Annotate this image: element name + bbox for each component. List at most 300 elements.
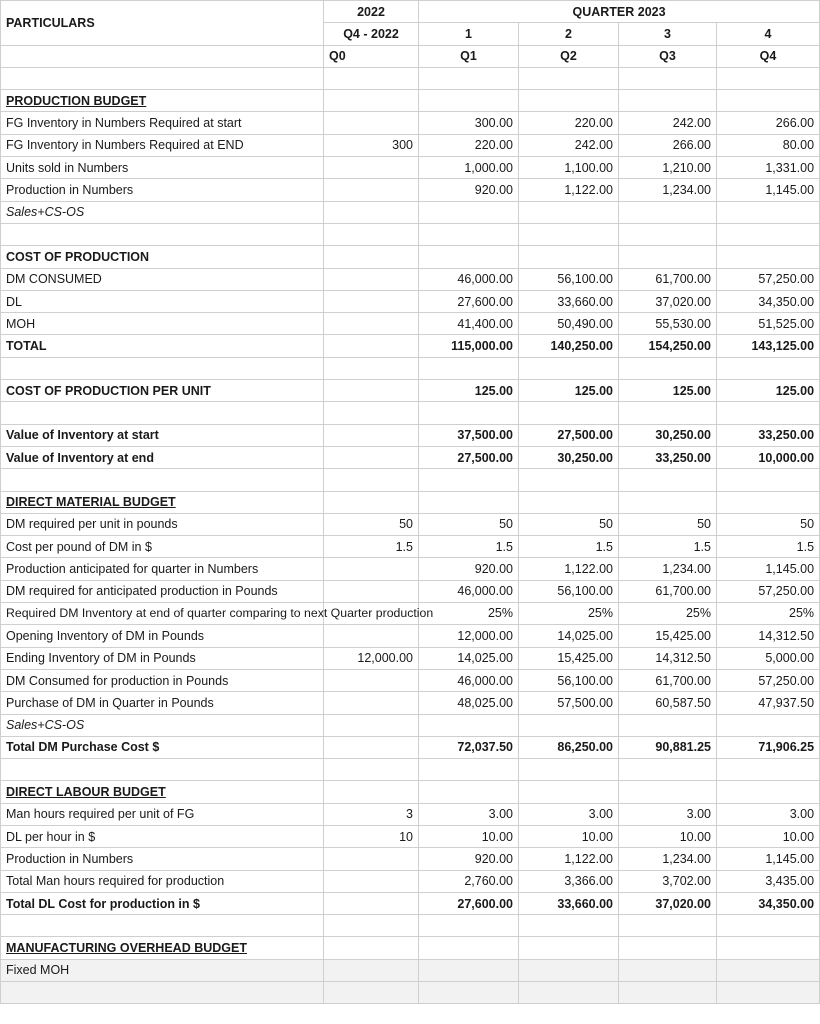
q1-value-cell[interactable]: 2,760.00	[419, 870, 519, 892]
table-row	[1, 246, 820, 268]
q3-value-cell[interactable]: 61,700.00	[619, 580, 717, 602]
q3-value-cell[interactable]	[619, 959, 717, 981]
sheet-body	[1, 67, 820, 1003]
q1-value-cell[interactable]: 115,000.00	[419, 335, 519, 357]
q3-value-cell[interactable]	[619, 982, 717, 1004]
q4-value-cell[interactable]	[717, 201, 820, 223]
table-row	[1, 179, 820, 201]
q1-header[interactable]: Q1	[419, 45, 519, 67]
q3-value-cell[interactable]: 242.00	[619, 112, 717, 134]
row-label-cell[interactable]: Total DL Cost for production in $	[1, 892, 324, 914]
q1-value-cell[interactable]: 27,500.00	[419, 446, 519, 468]
q1-value-cell[interactable]: 10.00	[419, 825, 519, 847]
q3-value-cell[interactable]: 3,702.00	[619, 870, 717, 892]
q0-value-cell[interactable]	[324, 959, 419, 981]
q3-value-cell[interactable]: 37,020.00	[619, 892, 717, 914]
q1-value-cell[interactable]: 72,037.50	[419, 736, 519, 758]
q3-value-cell[interactable]	[619, 491, 717, 513]
q3-value-cell[interactable]	[619, 781, 717, 803]
q2-value-cell[interactable]: 125.00	[519, 380, 619, 402]
q1-value-cell[interactable]: 300.00	[419, 112, 519, 134]
q0-value-cell[interactable]	[324, 246, 419, 268]
q0-value-cell[interactable]	[324, 982, 419, 1004]
q2-value-cell[interactable]: 1,122.00	[519, 179, 619, 201]
q2-value-cell[interactable]	[519, 491, 619, 513]
q2-value-cell[interactable]: 14,025.00	[519, 625, 619, 647]
q1-value-cell[interactable]: 920.00	[419, 179, 519, 201]
q2-value-cell[interactable]	[519, 469, 619, 491]
row-label-cell[interactable]: MOH	[1, 313, 324, 335]
q0-value-cell[interactable]: 1.5	[324, 536, 419, 558]
table-row	[1, 446, 820, 468]
q0-value-cell[interactable]	[324, 580, 419, 602]
q1-value-cell[interactable]	[419, 357, 519, 379]
quarter-number-3[interactable]: 3	[619, 23, 717, 45]
quarter-2023-header[interactable]: QUARTER 2023	[419, 1, 820, 23]
q3-value-cell[interactable]: 60,587.50	[619, 692, 717, 714]
q3-value-cell[interactable]	[619, 201, 717, 223]
q4-value-cell[interactable]	[717, 67, 820, 89]
q1-value-cell[interactable]: 220.00	[419, 134, 519, 156]
q0-value-cell[interactable]	[324, 892, 419, 914]
row-label-cell[interactable]: Value of Inventory at end	[1, 446, 324, 468]
q2-value-cell[interactable]	[519, 982, 619, 1004]
q0-value-cell[interactable]	[324, 67, 419, 89]
q0-value-cell[interactable]	[324, 692, 419, 714]
q2-value-cell[interactable]: 10.00	[519, 825, 619, 847]
table-row	[1, 625, 820, 647]
q1-value-cell[interactable]: 48,025.00	[419, 692, 519, 714]
q1-value-cell[interactable]: 920.00	[419, 558, 519, 580]
row-label-cell[interactable]: PRODUCTION BUDGET	[1, 90, 324, 112]
q0-value-cell[interactable]	[324, 759, 419, 781]
q0-value-cell[interactable]	[324, 469, 419, 491]
q2-header[interactable]: Q2	[519, 45, 619, 67]
quarter-number-1[interactable]: 1	[419, 23, 519, 45]
q4-2022-header[interactable]: Q4 - 2022	[324, 23, 419, 45]
row-label-cell[interactable]: Sales+CS-OS	[1, 201, 324, 223]
q4-value-cell[interactable]: 57,250.00	[717, 268, 820, 290]
q4-value-cell[interactable]: 33,250.00	[717, 424, 820, 446]
empty-header-cell[interactable]	[1, 45, 324, 67]
year-2022-header[interactable]: 2022	[324, 1, 419, 23]
q0-value-cell[interactable]	[324, 424, 419, 446]
q3-value-cell[interactable]	[619, 223, 717, 245]
q2-value-cell[interactable]: 50	[519, 513, 619, 535]
q0-value-cell[interactable]	[324, 380, 419, 402]
q2-value-cell[interactable]	[519, 67, 619, 89]
table-row	[1, 112, 820, 134]
q2-value-cell[interactable]	[519, 223, 619, 245]
q3-value-cell[interactable]: 14,312.50	[619, 647, 717, 669]
q0-value-cell[interactable]	[324, 112, 419, 134]
q4-value-cell[interactable]	[717, 982, 820, 1004]
q3-value-cell[interactable]: 37,020.00	[619, 290, 717, 312]
q2-value-cell[interactable]	[519, 714, 619, 736]
row-label-cell[interactable]: FG Inventory in Numbers Required at start	[1, 112, 324, 134]
q2-value-cell[interactable]: 33,660.00	[519, 892, 619, 914]
blank-row	[1, 67, 820, 89]
q3-value-cell[interactable]: 30,250.00	[619, 424, 717, 446]
table-row	[1, 90, 820, 112]
q3-value-cell[interactable]	[619, 246, 717, 268]
q2-value-cell[interactable]	[519, 201, 619, 223]
row-label-cell[interactable]: Production anticipated for quarter in Numbers	[1, 558, 324, 580]
q1-value-cell[interactable]	[419, 959, 519, 981]
table-row	[1, 669, 820, 691]
q1-value-cell[interactable]: 27,600.00	[419, 290, 519, 312]
row-label-cell[interactable]: Sales+CS-OS	[1, 714, 324, 736]
q4-value-cell[interactable]: 143,125.00	[717, 335, 820, 357]
header-row-quarters	[1, 45, 820, 67]
table-row	[1, 157, 820, 179]
q1-value-cell[interactable]	[419, 201, 519, 223]
q1-value-cell[interactable]	[419, 781, 519, 803]
q4-value-cell[interactable]	[717, 759, 820, 781]
q1-value-cell[interactable]: 46,000.00	[419, 580, 519, 602]
q2-value-cell[interactable]: 30,250.00	[519, 446, 619, 468]
q0-value-cell[interactable]	[324, 915, 419, 937]
row-label-cell[interactable]: DIRECT LABOUR BUDGET	[1, 781, 324, 803]
q0-value-cell[interactable]: 50	[324, 513, 419, 535]
q3-value-cell[interactable]	[619, 937, 717, 959]
q4-value-cell[interactable]: 80.00	[717, 134, 820, 156]
q2-value-cell[interactable]: 3.00	[519, 803, 619, 825]
q2-value-cell[interactable]: 33,660.00	[519, 290, 619, 312]
q3-value-cell[interactable]: 61,700.00	[619, 268, 717, 290]
q4-value-cell[interactable]	[717, 781, 820, 803]
q2-value-cell[interactable]: 56,100.00	[519, 580, 619, 602]
q4-value-cell[interactable]: 50	[717, 513, 820, 535]
quarter-number-4[interactable]: 4	[717, 23, 820, 45]
q4-value-cell[interactable]: 1,145.00	[717, 848, 820, 870]
row-label-cell[interactable]: DM required per unit in pounds	[1, 513, 324, 535]
q1-value-cell[interactable]: 41,400.00	[419, 313, 519, 335]
q2-value-cell[interactable]	[519, 402, 619, 424]
row-label-cell[interactable]	[1, 223, 324, 245]
q2-value-cell[interactable]	[519, 90, 619, 112]
q2-value-cell[interactable]: 56,100.00	[519, 669, 619, 691]
q0-value-cell[interactable]	[324, 179, 419, 201]
q3-value-cell[interactable]: 50	[619, 513, 717, 535]
q2-value-cell[interactable]: 86,250.00	[519, 736, 619, 758]
q1-value-cell[interactable]: 25%	[419, 603, 519, 625]
q4-value-cell[interactable]: 10.00	[717, 825, 820, 847]
sheet-header	[1, 1, 820, 68]
q1-value-cell[interactable]	[419, 915, 519, 937]
q0-value-cell[interactable]	[324, 870, 419, 892]
q3-value-cell[interactable]: 1,234.00	[619, 558, 717, 580]
q4-value-cell[interactable]	[717, 90, 820, 112]
q3-value-cell[interactable]	[619, 67, 717, 89]
q3-value-cell[interactable]: 3.00	[619, 803, 717, 825]
q1-value-cell[interactable]	[419, 402, 519, 424]
particulars-header[interactable]: PARTICULARS	[1, 1, 324, 46]
q2-value-cell[interactable]: 140,250.00	[519, 335, 619, 357]
q0-value-cell[interactable]	[324, 625, 419, 647]
q2-value-cell[interactable]: 25%	[519, 603, 619, 625]
q2-value-cell[interactable]: 1,100.00	[519, 157, 619, 179]
q4-value-cell[interactable]	[717, 246, 820, 268]
row-label-cell[interactable]: Opening Inventory of DM in Pounds	[1, 625, 324, 647]
table-row	[1, 513, 820, 535]
q4-value-cell[interactable]: 3,435.00	[717, 870, 820, 892]
q3-value-cell[interactable]: 10.00	[619, 825, 717, 847]
row-label-cell[interactable]: MANUFACTURING OVERHEAD BUDGET	[1, 937, 324, 959]
blank-row	[1, 357, 820, 379]
row-label-cell[interactable]: Production in Numbers	[1, 848, 324, 870]
q4-value-cell[interactable]: 57,250.00	[717, 669, 820, 691]
q0-value-cell[interactable]	[324, 335, 419, 357]
q2-value-cell[interactable]: 1,122.00	[519, 558, 619, 580]
q4-value-cell[interactable]	[717, 402, 820, 424]
table-row	[1, 603, 820, 625]
q2-value-cell[interactable]: 50,490.00	[519, 313, 619, 335]
q3-value-cell[interactable]: 25%	[619, 603, 717, 625]
q4-value-cell[interactable]: 1,331.00	[717, 157, 820, 179]
q3-value-cell[interactable]: 266.00	[619, 134, 717, 156]
quarter-number-2[interactable]: 2	[519, 23, 619, 45]
q0-value-cell[interactable]	[324, 937, 419, 959]
q0-value-cell[interactable]	[324, 157, 419, 179]
q2-value-cell[interactable]: 242.00	[519, 134, 619, 156]
row-label-cell[interactable]: Total DM Purchase Cost $	[1, 736, 324, 758]
table-row	[1, 335, 820, 357]
q3-value-cell[interactable]: 61,700.00	[619, 669, 717, 691]
row-label-cell[interactable]: Man hours required per unit of FG	[1, 803, 324, 825]
q4-value-cell[interactable]: 5,000.00	[717, 647, 820, 669]
q4-value-cell[interactable]: 34,350.00	[717, 290, 820, 312]
q2-value-cell[interactable]: 1,122.00	[519, 848, 619, 870]
q4-value-cell[interactable]: 14,312.50	[717, 625, 820, 647]
q1-value-cell[interactable]	[419, 759, 519, 781]
q0-value-cell[interactable]	[324, 357, 419, 379]
table-row	[1, 580, 820, 602]
q0-value-cell[interactable]	[324, 290, 419, 312]
q3-value-cell[interactable]	[619, 714, 717, 736]
table-row	[1, 825, 820, 847]
q1-value-cell[interactable]: 3.00	[419, 803, 519, 825]
q1-value-cell[interactable]: 125.00	[419, 380, 519, 402]
row-label-cell[interactable]: DM CONSUMED	[1, 268, 324, 290]
row-label-cell[interactable]	[1, 402, 324, 424]
q0-header[interactable]: Q0	[324, 45, 419, 67]
q1-value-cell[interactable]: 37,500.00	[419, 424, 519, 446]
row-label-cell[interactable]	[1, 67, 324, 89]
q4-value-cell[interactable]: 1,145.00	[717, 179, 820, 201]
table-row	[1, 201, 820, 223]
table-row	[1, 848, 820, 870]
q0-value-cell[interactable]	[324, 848, 419, 870]
q3-value-cell[interactable]: 154,250.00	[619, 335, 717, 357]
q3-value-cell[interactable]: 1,234.00	[619, 179, 717, 201]
row-label-cell[interactable]: DM Consumed for production in Pounds	[1, 669, 324, 691]
q3-value-cell[interactable]	[619, 90, 717, 112]
q0-value-cell[interactable]	[324, 201, 419, 223]
q1-value-cell[interactable]: 27,600.00	[419, 892, 519, 914]
table-row	[1, 959, 820, 981]
q0-value-cell[interactable]	[324, 669, 419, 691]
q2-value-cell[interactable]	[519, 781, 619, 803]
q2-value-cell[interactable]	[519, 246, 619, 268]
q1-value-cell[interactable]: 1.5	[419, 536, 519, 558]
q0-value-cell[interactable]: 3	[324, 803, 419, 825]
q2-value-cell[interactable]: 3,366.00	[519, 870, 619, 892]
row-label-cell[interactable]: Cost per pound of DM in $	[1, 536, 324, 558]
row-label-cell[interactable]: COST OF PRODUCTION PER UNIT	[1, 380, 324, 402]
q3-value-cell[interactable]: 33,250.00	[619, 446, 717, 468]
q1-value-cell[interactable]: 14,025.00	[419, 647, 519, 669]
table-row	[1, 736, 820, 758]
row-label-cell[interactable]	[1, 759, 324, 781]
row-label-cell[interactable]: Units sold in Numbers	[1, 157, 324, 179]
q4-value-cell[interactable]: 57,250.00	[717, 580, 820, 602]
q4-value-cell[interactable]: 3.00	[717, 803, 820, 825]
q4-value-cell[interactable]: 10,000.00	[717, 446, 820, 468]
blank-row	[1, 469, 820, 491]
table-row	[1, 290, 820, 312]
q0-value-cell[interactable]	[324, 313, 419, 335]
q3-header[interactable]: Q3	[619, 45, 717, 67]
table-row	[1, 491, 820, 513]
q0-value-cell[interactable]	[324, 491, 419, 513]
q2-value-cell[interactable]: 220.00	[519, 112, 619, 134]
q4-value-cell[interactable]: 51,525.00	[717, 313, 820, 335]
q4-value-cell[interactable]	[717, 469, 820, 491]
q4-value-cell[interactable]: 1.5	[717, 536, 820, 558]
q2-value-cell[interactable]	[519, 915, 619, 937]
header-row-year	[1, 1, 820, 23]
row-label-cell[interactable]: TOTAL	[1, 335, 324, 357]
q1-value-cell[interactable]	[419, 469, 519, 491]
q1-value-cell[interactable]: 12,000.00	[419, 625, 519, 647]
q1-value-cell[interactable]: 46,000.00	[419, 268, 519, 290]
table-row	[1, 714, 820, 736]
row-label-cell[interactable]: DM required for anticipated production in Pounds	[1, 580, 324, 602]
q4-value-cell[interactable]	[717, 223, 820, 245]
q0-value-cell[interactable]	[324, 402, 419, 424]
q2-value-cell[interactable]: 1.5	[519, 536, 619, 558]
q3-value-cell[interactable]	[619, 402, 717, 424]
q1-value-cell[interactable]	[419, 714, 519, 736]
row-label-cell[interactable]	[1, 357, 324, 379]
q1-value-cell[interactable]	[419, 491, 519, 513]
q3-value-cell[interactable]: 15,425.00	[619, 625, 717, 647]
q1-value-cell[interactable]	[419, 982, 519, 1004]
q3-value-cell[interactable]	[619, 915, 717, 937]
blank-row	[1, 759, 820, 781]
q3-value-cell[interactable]: 1.5	[619, 536, 717, 558]
row-label-cell[interactable]: Fixed MOH	[1, 959, 324, 981]
q3-value-cell[interactable]	[619, 469, 717, 491]
q1-value-cell[interactable]: 50	[419, 513, 519, 535]
row-label-cell[interactable]: Required DM Inventory at end of quarter comparing to next Quarter production	[1, 603, 324, 625]
row-label-cell[interactable]: FG Inventory in Numbers Required at END	[1, 134, 324, 156]
q1-value-cell[interactable]	[419, 90, 519, 112]
q2-value-cell[interactable]	[519, 937, 619, 959]
table-row	[1, 803, 820, 825]
row-label-cell[interactable]: Ending Inventory of DM in Pounds	[1, 647, 324, 669]
q1-value-cell[interactable]	[419, 246, 519, 268]
q2-value-cell[interactable]: 57,500.00	[519, 692, 619, 714]
q3-value-cell[interactable]: 90,881.25	[619, 736, 717, 758]
q3-value-cell[interactable]	[619, 357, 717, 379]
q1-value-cell[interactable]: 46,000.00	[419, 669, 519, 691]
q2-value-cell[interactable]	[519, 357, 619, 379]
q4-header[interactable]: Q4	[717, 45, 820, 67]
q4-value-cell[interactable]	[717, 937, 820, 959]
q1-value-cell[interactable]	[419, 67, 519, 89]
row-label-cell[interactable]: DL	[1, 290, 324, 312]
q4-value-cell[interactable]	[717, 959, 820, 981]
q2-value-cell[interactable]: 56,100.00	[519, 268, 619, 290]
q0-value-cell[interactable]	[324, 90, 419, 112]
q0-value-cell[interactable]	[324, 714, 419, 736]
row-label-cell[interactable]	[1, 982, 324, 1004]
q3-value-cell[interactable]: 1,234.00	[619, 848, 717, 870]
q1-value-cell[interactable]: 920.00	[419, 848, 519, 870]
row-label-cell[interactable]: Total Man hours required for production	[1, 870, 324, 892]
table-row	[1, 647, 820, 669]
q4-value-cell[interactable]: 47,937.50	[717, 692, 820, 714]
q4-value-cell[interactable]	[717, 915, 820, 937]
q2-value-cell[interactable]	[519, 759, 619, 781]
q4-value-cell[interactable]	[717, 491, 820, 513]
q1-value-cell[interactable]	[419, 223, 519, 245]
table-row	[1, 892, 820, 914]
q4-value-cell[interactable]: 34,350.00	[717, 892, 820, 914]
q1-value-cell[interactable]	[419, 937, 519, 959]
row-label-cell[interactable]	[1, 915, 324, 937]
q4-value-cell[interactable]	[717, 357, 820, 379]
q1-value-cell[interactable]: 1,000.00	[419, 157, 519, 179]
q3-value-cell[interactable]: 1,210.00	[619, 157, 717, 179]
q3-value-cell[interactable]: 55,530.00	[619, 313, 717, 335]
q0-value-cell[interactable]: 10	[324, 825, 419, 847]
table-row	[1, 558, 820, 580]
q0-value-cell[interactable]	[324, 736, 419, 758]
q4-value-cell[interactable]: 1,145.00	[717, 558, 820, 580]
q0-value-cell[interactable]	[324, 446, 419, 468]
q2-value-cell[interactable]: 27,500.00	[519, 424, 619, 446]
q0-value-cell[interactable]	[324, 268, 419, 290]
q4-value-cell[interactable]: 125.00	[717, 380, 820, 402]
q0-value-cell[interactable]: 12,000.00	[324, 647, 419, 669]
q4-value-cell[interactable]: 266.00	[717, 112, 820, 134]
q4-value-cell[interactable]: 25%	[717, 603, 820, 625]
q2-value-cell[interactable]	[519, 959, 619, 981]
row-label-cell[interactable]: COST OF PRODUCTION	[1, 246, 324, 268]
q3-value-cell[interactable]: 125.00	[619, 380, 717, 402]
row-label-cell[interactable]: DL per hour in $	[1, 825, 324, 847]
q0-value-cell[interactable]	[324, 781, 419, 803]
q4-value-cell[interactable]	[717, 714, 820, 736]
q0-value-cell[interactable]	[324, 223, 419, 245]
row-label-cell[interactable]: Production in Numbers	[1, 179, 324, 201]
table-row	[1, 134, 820, 156]
blank-row	[1, 402, 820, 424]
row-label-cell[interactable]: DIRECT MATERIAL BUDGET	[1, 491, 324, 513]
q3-value-cell[interactable]	[619, 759, 717, 781]
q0-value-cell[interactable]	[324, 558, 419, 580]
q4-value-cell[interactable]: 71,906.25	[717, 736, 820, 758]
table-row	[1, 380, 820, 402]
row-label-cell[interactable]: Value of Inventory at start	[1, 424, 324, 446]
row-label-cell[interactable]	[1, 469, 324, 491]
q2-value-cell[interactable]: 15,425.00	[519, 647, 619, 669]
row-label-cell[interactable]: Purchase of DM in Quarter in Pounds	[1, 692, 324, 714]
q0-value-cell[interactable]: 300	[324, 134, 419, 156]
